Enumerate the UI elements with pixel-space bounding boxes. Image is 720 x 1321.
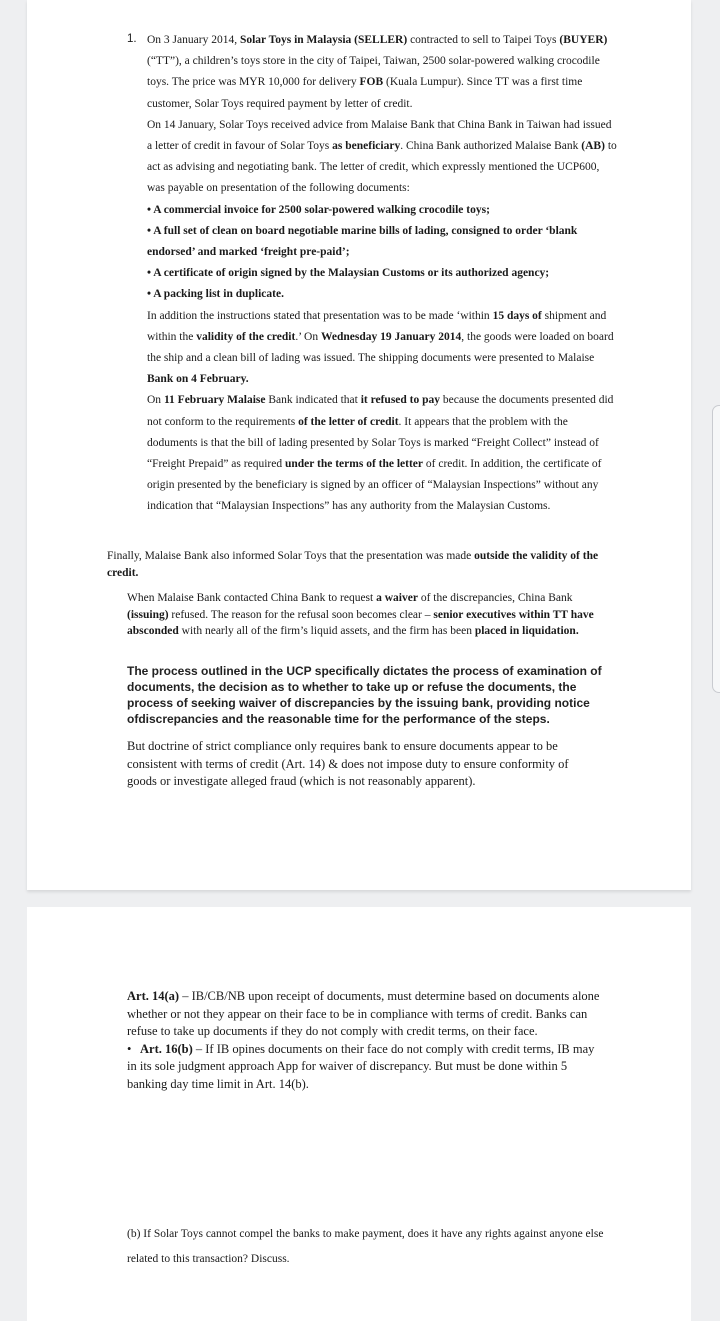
text-span: On [147,394,164,407]
q1-bullet-bills-of-lading: • A full set of clean on board negotiable marine bills of lading, consigned to order ‘blank endorsed’ and marked ‘freight pre-paid’; [147,224,578,259]
bold-span: a waiver [376,592,418,604]
strict-compliance-note: But doctrine of strict compliance only requires bank to ensure documents appear to be consistent with terms of credit (Art. 14) & does not impose duty to ensure conformity of goods or investigate alleged fraud (which is not reasonably apparent). [127,739,569,788]
bold-span: (BUYER) [559,34,608,46]
bold-span: it refused to pay [360,394,441,407]
text-span: of the discrepancies, China Bank [417,592,573,604]
question-number: 1. [127,33,137,45]
bullet-icon: • [127,1041,132,1056]
text-span: . It appears that the problem with the doduments is that the bill of lading presented by Solar Toys is marked “Freight Collect” instead of “Freight Prepaid” as required [147,415,599,471]
art-16b-text [127,1042,594,1091]
text-span: . China Bank authorized Malaise Bank [400,140,582,153]
q1-paragraph-letter-of-credit [147,115,617,200]
bold-span: Art. 16(b) [140,1041,193,1056]
text-span: On 14 January, Solar Toys received advice from Malaise Bank that China Bank in Taiwan had issued a letter of credit in favour of Solar Toys [147,118,612,153]
bold-span: outside the validity of the credit. [107,550,599,579]
article-notes [127,988,607,1093]
question-1-body [147,30,617,518]
text-span: .’ On [295,330,321,343]
bold-span: Solar Toys in Malaysia (SELLER) [239,34,408,46]
text-span: , the goods were loaded on board the ship and a clean bill of lading was issued. The shipping documents were presented to Malaise [147,330,614,365]
bold-span: 15 days of [492,309,542,322]
text-span: When Malaise Bank contacted China Bank to request [127,592,377,604]
text-span: In addition the instructions stated that presentation was to be made ‘within [147,309,493,322]
text-span: – If IB opines documents on their face do not comply with credit terms, IB may in its sole judgment approach App for waiver of discrepancy. But must be done within 5 banking day time limit in Art. 14(b). [127,1041,595,1091]
bold-span: FOB [359,76,384,89]
q1-bullet-invoice: • A commercial invoice for 2500 solar-powered walking crocodile toys; [147,203,490,216]
side-scroll-handle[interactable] [712,405,720,693]
text-span: refused. The reason for the refusal soon becomes clear – [168,608,434,621]
text-span: of credit. In addition, the certificate of origin presented by the beneficiary is signed by an officer of “Malaysian Inspections” without any indication that “Malaysian Inspections” has any authority from the Malaysian Customs. [147,458,602,513]
text-span: (Kuala Lumpur). Since TT was a first time customer, Solar Toys required payment by letter of credit. [147,76,583,110]
bold-span: (AB) [581,140,605,153]
art-16b-note [127,1041,607,1094]
bold-span: Art. 14(a) [127,989,180,1003]
bold-span: placed in liquidation. [474,625,579,637]
bold-span: Bank on 4 February. [147,373,249,386]
bold-span: as beneficiary [332,140,401,153]
text-span: contracted to sell to Taipei Toys [407,34,560,46]
text-span: On 3 January 2014, [147,34,240,46]
bold-span: of the letter of credit [298,415,399,428]
text-span: shipment and within the [147,309,607,343]
q1-bullet-packing-list: • A packing list in duplicate. [147,288,284,301]
art-14a-note [127,988,607,1041]
text-span: to act as advising and negotiating bank. The letter of credit, which expressly mentioned the UCP600, was payable on presentation of the following documents: [147,140,617,195]
q1-bullet-certificate-origin: • A certificate of origin signed by the Malaysian Customs or its authorized agency; [147,267,550,280]
question-part-b: (b) If Solar Toys cannot compel the banks to make payment, does it have any rights against anyone else related to this transaction? Discuss. [127,1228,604,1265]
bold-span: senior executives within TT have absconded [127,608,594,637]
text-span: (“TT”), a children’s toys store in the city of Taipei, Taiwan, 2500 solar-powered walking crocodile toys. The price was MYR 10,000 for delivery [147,55,600,89]
bold-span: (issuing) [127,608,169,621]
ucp-process-note: The process outlined in the UCP specifically dictates the process of examination of documents, the decision as to whether to take up or refuse the documents, the process of seeking waiver of discrepancies by the issuing bank, providing notice ofdiscrepancies and the reasonable time for the performance of the steps. [127,664,602,726]
waiver-paragraph [127,590,607,640]
bold-span: under the terms of the letter [284,458,424,471]
bold-span: validity of the credit [196,330,296,343]
text-span: Bank indicated that [265,394,361,407]
q1-paragraph-contract [147,30,617,115]
q1-paragraph-refusal [147,390,617,517]
text-span: Finally, Malaise Bank also informed Solar Toys that the presentation was made [107,550,475,562]
bold-span: 11 February Malaise [163,394,266,407]
bold-span: Wednesday 19 January 2014 [320,330,462,343]
text-span: with nearly all of the firm’s liquid assets, and the firm has been [178,625,475,637]
text-span: because the documents presented did not conform to the requirements [147,394,614,428]
finally-paragraph [107,548,607,582]
text-span: – IB/CB/NB upon receipt of documents, must determine based on documents alone whether or not they appear on their face to be in compliance with terms of credit. Banks can refuse to take up documents if they do not comply with credit terms, on their face. [127,989,600,1038]
q1-paragraph-presentation [147,306,617,391]
